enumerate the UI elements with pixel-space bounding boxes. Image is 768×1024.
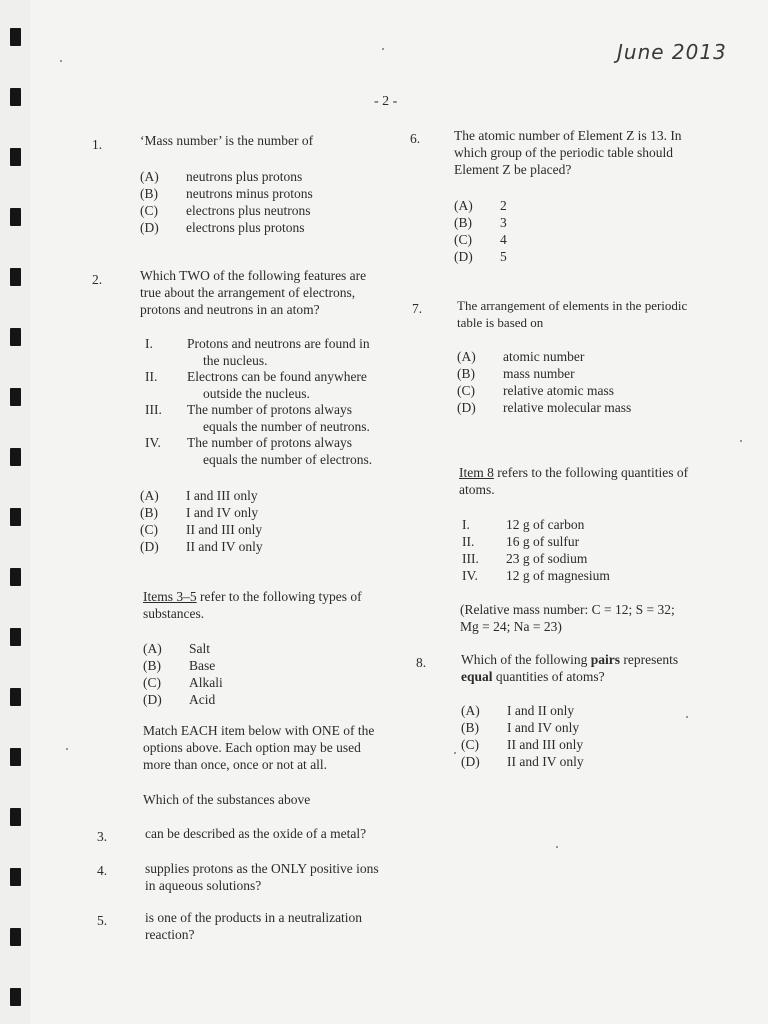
statement: II. Electrons can be found anywhere <box>145 369 367 384</box>
quantity: I. 12 g of carbon <box>462 517 585 532</box>
option: (B) I and IV only <box>461 720 580 735</box>
items-intro: Item 8 refers to the following quantities of atoms. <box>459 465 689 497</box>
statement-list: I. Protons and neutrons are found in the nucleus. II. Electrons can be found anywhere outside the nucleus. III. The number of protons always equals the number of neutrons. IV. The number of protons always equals the number of electrons. <box>145 336 373 467</box>
option-list <box>454 197 507 265</box>
option-list <box>457 348 631 416</box>
question-number: 3. <box>97 829 108 844</box>
punch-hole <box>10 208 21 226</box>
option-list <box>461 702 584 770</box>
question-number: 2. <box>92 272 103 287</box>
punch-hole <box>10 388 21 406</box>
punch-hole <box>10 28 21 46</box>
punch-hole <box>10 748 21 766</box>
punch-hole <box>10 928 21 946</box>
question-text: is one of the products in a neutralization reaction? <box>145 910 363 942</box>
scan-speck <box>382 48 384 50</box>
option: (D) 5 <box>454 249 507 264</box>
scan-speck <box>686 716 688 718</box>
scan-speck <box>66 748 68 750</box>
items-reference: Items 3–5 <box>143 589 197 604</box>
question-stem: The arrangement of elements in the periodic table is based on <box>457 298 688 330</box>
option: (B) Base <box>143 658 216 673</box>
punch-hole <box>10 268 21 286</box>
items-intro: Items 3–5 refer to the following types of substances. <box>143 589 362 621</box>
lead-in: Which of the substances above <box>143 792 311 807</box>
option: (A) 2 <box>454 198 507 213</box>
page-number: - 2 - <box>374 94 398 109</box>
question-stem: Which of the following pairs represents equal quantities of atoms? <box>461 652 679 684</box>
question-text: supplies protons as the ONLY positive ions in aqueous solutions? <box>145 861 379 893</box>
handwritten-date: June 2013 <box>617 40 727 64</box>
option: (B) neutrons minus protons <box>140 186 313 201</box>
statement: I. Protons and neutrons are found in <box>145 336 370 351</box>
option-list <box>143 640 223 708</box>
option: (D) Acid <box>143 692 216 707</box>
question-text: can be described as the oxide of a metal? <box>145 826 367 841</box>
quantity: III. 23 g of sodium <box>462 551 588 566</box>
option-list <box>140 487 263 555</box>
option: (B) 3 <box>454 215 507 230</box>
option: (B) I and IV only <box>140 505 259 520</box>
question-number: 5. <box>97 913 108 928</box>
relative-mass-note: (Relative mass number: C = 12; S = 32; Mg = 24; Na = 23) <box>460 602 675 634</box>
option-list <box>140 168 313 236</box>
question-stem: The atomic number of Element Z is 13. In which group of the periodic table should Element Z be placed? <box>454 128 682 177</box>
binding-edge <box>0 0 30 1024</box>
question-stem: Which TWO of the following features are true about the arrangement of electrons, protons and neutrons in an atom? <box>140 268 367 317</box>
punch-hole <box>10 628 21 646</box>
punch-hole <box>10 868 21 886</box>
punch-hole <box>10 148 21 166</box>
option: (A) neutrons plus protons <box>140 169 303 184</box>
scan-speck <box>740 440 742 442</box>
punch-hole <box>10 568 21 586</box>
scan-speck <box>60 60 62 62</box>
punch-hole <box>10 988 21 1006</box>
punch-hole <box>10 328 21 346</box>
option: (A) atomic number <box>457 349 585 364</box>
option: (C) relative atomic mass <box>457 383 614 398</box>
option: (C) II and III only <box>461 737 584 752</box>
punch-hole <box>10 88 21 106</box>
option: (B) mass number <box>457 366 575 381</box>
option: (A) I and II only <box>461 703 575 718</box>
punch-hole <box>10 448 21 466</box>
question-number: 8. <box>416 655 427 670</box>
match-instruction: Match EACH item below with ONE of the options above. Each option may be used more than once, once or not at all. <box>143 723 375 772</box>
option: (C) 4 <box>454 232 507 247</box>
question-stem: ‘Mass number’ is the number of <box>140 133 314 148</box>
punch-hole <box>10 808 21 826</box>
option: (C) electrons plus neutrons <box>140 203 311 218</box>
statement: IV. The number of protons always <box>145 435 352 450</box>
option: (A) Salt <box>143 641 211 656</box>
option: (A) I and III only <box>140 488 258 503</box>
statement: III. The number of protons always <box>145 402 352 417</box>
punch-hole <box>10 688 21 706</box>
scan-speck <box>556 846 558 848</box>
question-number: 6. <box>410 131 421 146</box>
scan-speck <box>454 752 456 754</box>
question-number: 7. <box>412 301 423 316</box>
option: (C) Alkali <box>143 675 223 690</box>
question-number: 4. <box>97 863 108 878</box>
option: (D) II and IV only <box>140 539 263 554</box>
option: (C) II and III only <box>140 522 263 537</box>
punch-hole <box>10 508 21 526</box>
option: (D) relative molecular mass <box>457 400 632 415</box>
quantity: II. 16 g of sulfur <box>462 534 580 549</box>
question-number: 1. <box>92 137 103 152</box>
items-reference: Item 8 <box>459 465 494 480</box>
option: (D) II and IV only <box>461 754 584 769</box>
option: (D) electrons plus protons <box>140 220 305 235</box>
quantity: IV. 12 g of magnesium <box>462 568 610 583</box>
quantity-list <box>462 516 610 584</box>
